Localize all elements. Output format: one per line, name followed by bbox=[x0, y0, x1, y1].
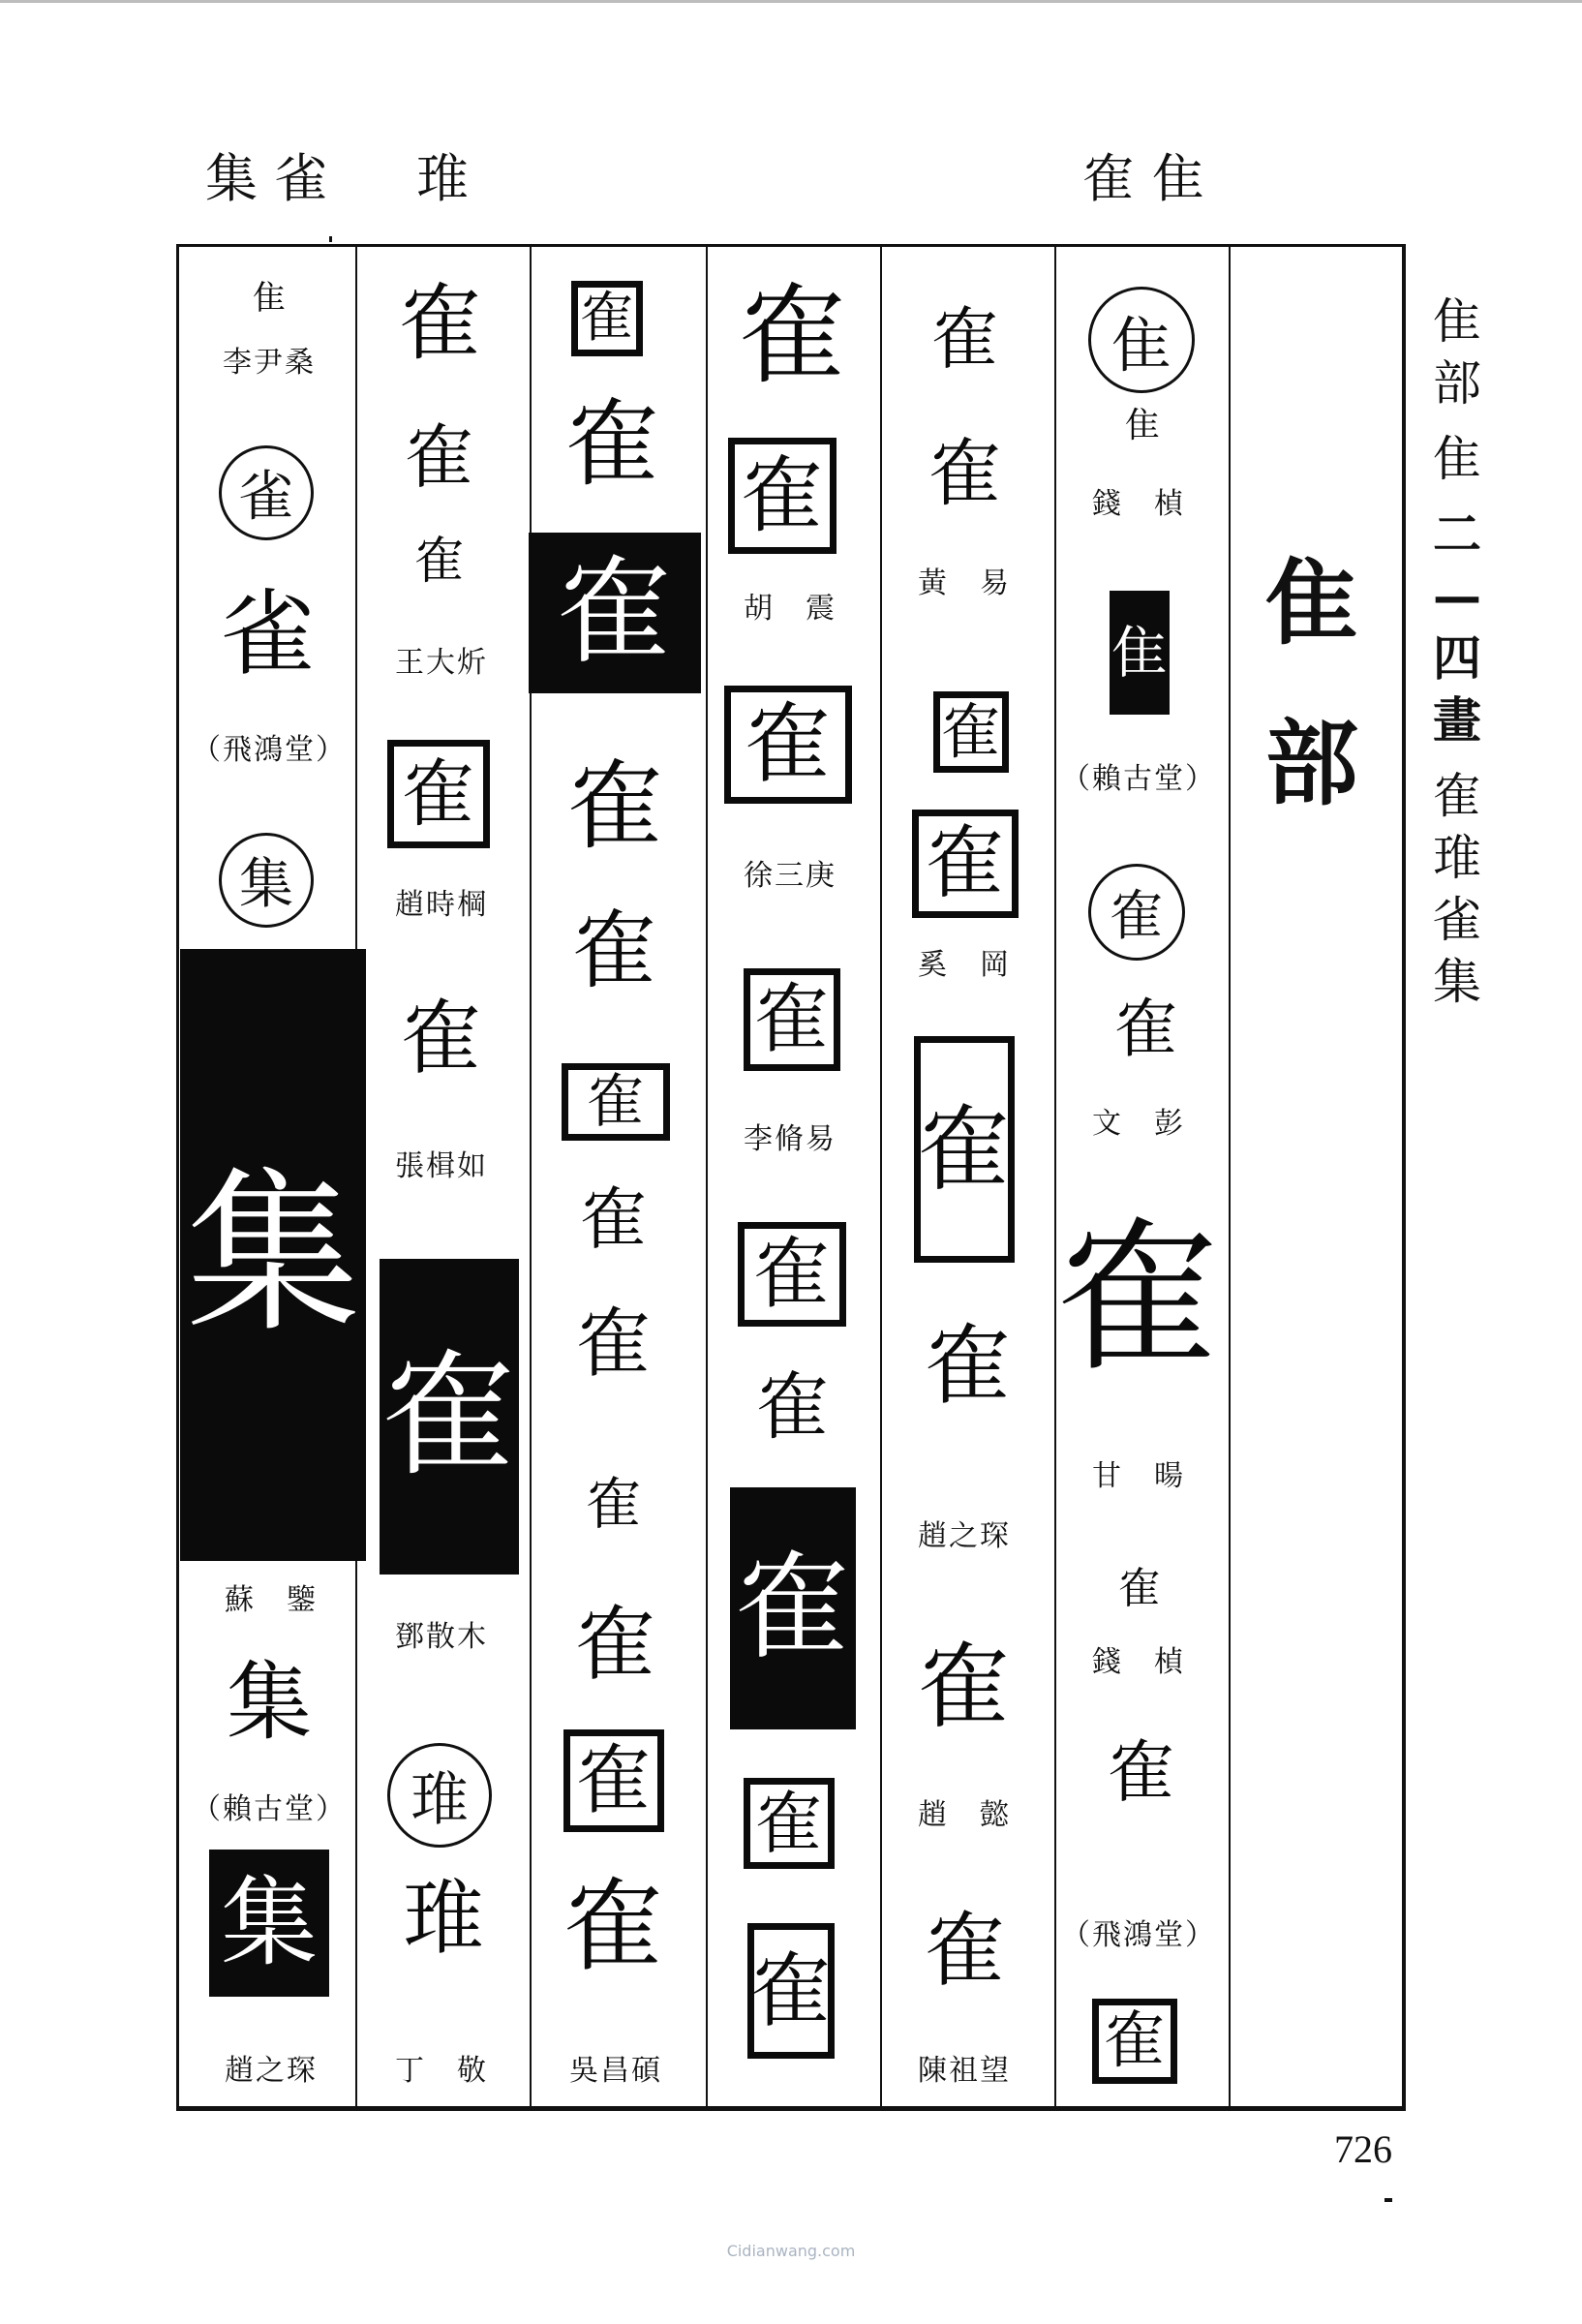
running-head-char: 部 bbox=[1433, 355, 1481, 412]
carver-caption: （飛鴻堂） bbox=[192, 733, 347, 767]
running-head-char: 雀 bbox=[1433, 892, 1481, 948]
seal-glyph: 隹 bbox=[253, 279, 286, 318]
circled-head-character: 隺 bbox=[1088, 864, 1185, 961]
carver-caption: 錢 楨 bbox=[1092, 1645, 1185, 1679]
carver-caption: 吳昌碩 bbox=[569, 2054, 662, 2088]
circled-head-character: 雀 bbox=[219, 445, 314, 540]
carver-caption: 王大炘 bbox=[395, 646, 488, 680]
carver-caption: 陳祖望 bbox=[918, 2054, 1011, 2088]
running-head-char: 畫 bbox=[1433, 692, 1481, 749]
seal-glyph: 隺 bbox=[756, 1363, 830, 1450]
top-edge-line bbox=[0, 0, 1582, 3]
carver-caption: 胡 震 bbox=[744, 592, 837, 626]
carver-caption: （賴古堂） bbox=[1061, 762, 1216, 796]
section-title-char: 部 bbox=[1265, 710, 1358, 818]
running-head-char: 四 bbox=[1433, 630, 1481, 687]
header-tick-mark bbox=[329, 236, 332, 242]
header-characters-left-2: 琟 bbox=[416, 148, 486, 209]
seal-glyph: 隺 bbox=[744, 1778, 835, 1869]
seal-glyph: 隺 bbox=[1114, 992, 1178, 1066]
running-head-char: 二 bbox=[1433, 506, 1481, 563]
watermark: Cidianwang.com bbox=[726, 2242, 856, 2260]
seal-glyph: 集 bbox=[226, 1652, 312, 1752]
running-head-char: 隹 bbox=[1433, 293, 1481, 350]
header-characters-right: 隺隹 bbox=[1082, 148, 1222, 209]
carver-caption: 李脩易 bbox=[744, 1122, 837, 1156]
seal-glyph: 隺 bbox=[739, 273, 847, 399]
seal-glyph: 隺 bbox=[747, 1923, 835, 2059]
seal-glyph: 隺 bbox=[529, 533, 701, 693]
seal-glyph: 隺 bbox=[1108, 1732, 1175, 1812]
seal-glyph: 隺 bbox=[567, 749, 664, 863]
carver-caption: 錢 楨 bbox=[1092, 487, 1185, 521]
seal-glyph: 雀 bbox=[222, 580, 315, 688]
running-head-char: 隺 bbox=[1433, 768, 1481, 824]
column-rule bbox=[1403, 247, 1405, 2106]
carver-caption: 李尹桑 bbox=[223, 346, 316, 380]
seal-glyph: 集 bbox=[180, 949, 366, 1561]
seal-glyph: 隺 bbox=[380, 1259, 519, 1575]
seal-glyph: 隺 bbox=[931, 299, 999, 379]
seal-glyph: 隺 bbox=[580, 1179, 648, 1259]
circled-head-character: 隹 bbox=[1088, 287, 1195, 393]
seal-glyph: 隺 bbox=[586, 1471, 643, 1537]
column-rule bbox=[530, 247, 532, 2106]
seal-glyph: 隺 bbox=[387, 740, 490, 848]
circled-head-character: 集 bbox=[219, 833, 314, 928]
seal-glyph: 隺 bbox=[399, 275, 482, 372]
seal-glyph: 隺 bbox=[563, 1729, 664, 1832]
seal-glyph: 隺 bbox=[724, 686, 852, 804]
carver-caption: 文 彭 bbox=[1092, 1107, 1185, 1141]
seal-glyph: 隺 bbox=[918, 1633, 1011, 1741]
column-rule bbox=[1054, 247, 1056, 2106]
seal-glyph: 隺 bbox=[401, 991, 483, 1086]
carver-caption: 丁 敬 bbox=[395, 2054, 488, 2088]
seal-glyph: 隺 bbox=[738, 1222, 846, 1327]
carver-caption: 奚 岡 bbox=[918, 948, 1011, 982]
carver-caption: 鄧散木 bbox=[395, 1620, 488, 1654]
seal-glyph: 隺 bbox=[576, 1300, 653, 1388]
seal-glyph: 隺 bbox=[562, 1063, 670, 1141]
column-rule bbox=[1229, 247, 1231, 2106]
seal-glyph: 隺 bbox=[914, 1036, 1015, 1263]
seal-glyph: 隺 bbox=[1056, 1203, 1222, 1394]
seal-glyph: 隺 bbox=[728, 438, 837, 554]
seal-glyph: 隺 bbox=[405, 416, 475, 498]
section-title-char: 隹 bbox=[1265, 549, 1358, 657]
carver-caption: 趙時棡 bbox=[395, 888, 488, 922]
seal-glyph: 隹 bbox=[1110, 591, 1170, 715]
section-title bbox=[1259, 549, 1365, 878]
seal-glyph: 隺 bbox=[933, 691, 1009, 773]
seal-glyph: 隺 bbox=[563, 1867, 664, 1985]
running-head-char: 隹 bbox=[1433, 431, 1481, 487]
seal-glyph: 隺 bbox=[571, 901, 657, 1000]
carver-caption: （飛鴻堂） bbox=[1061, 1918, 1216, 1952]
seal-glyph: 隺 bbox=[730, 1487, 856, 1729]
seal-glyph: 隺 bbox=[571, 281, 643, 356]
carver-caption: 趙之琛 bbox=[225, 2054, 318, 2088]
running-head-char: — bbox=[1433, 568, 1481, 625]
seal-glyph: 隺 bbox=[575, 1597, 657, 1692]
page-number: 726 bbox=[1334, 2127, 1392, 2171]
carver-caption: 趙之琛 bbox=[918, 1519, 1011, 1553]
carver-caption: 黃 易 bbox=[918, 566, 1011, 600]
carver-caption: 趙 懿 bbox=[918, 1798, 1011, 1832]
running-head-char: 琟 bbox=[1433, 830, 1481, 886]
carver-caption: （賴古堂） bbox=[192, 1792, 347, 1826]
circled-head-character: 琟 bbox=[387, 1743, 492, 1848]
seal-glyph: 集 bbox=[209, 1850, 329, 1997]
running-head bbox=[1423, 290, 1491, 1013]
seal-glyph: 隺 bbox=[925, 1315, 1012, 1417]
seal-glyph: 隺 bbox=[414, 533, 466, 591]
carver-caption: 張楫如 bbox=[395, 1149, 488, 1183]
page-corner-mark bbox=[1384, 2198, 1392, 2202]
seal-glyph: 隹 bbox=[1125, 406, 1161, 445]
carver-caption: 蘇 鑒 bbox=[225, 1583, 318, 1617]
seal-glyph: 隺 bbox=[744, 968, 840, 1071]
seal-glyph: 隺 bbox=[924, 1903, 1006, 1998]
carver-caption: 甘 暘 bbox=[1092, 1459, 1185, 1493]
header-characters-left-1: 集雀 bbox=[205, 148, 345, 209]
seal-glyph: 隺 bbox=[928, 430, 1002, 516]
seal-glyph: 琟 bbox=[403, 1871, 485, 1966]
seal-glyph: 隺 bbox=[564, 389, 660, 500]
seal-glyph: 隺 bbox=[1118, 1564, 1161, 1613]
seal-glyph: 隺 bbox=[1092, 1999, 1177, 2084]
carver-caption: 徐三庚 bbox=[744, 859, 837, 893]
seal-glyph: 隺 bbox=[912, 810, 1019, 918]
column-rule bbox=[706, 247, 708, 2106]
running-head-char: 集 bbox=[1433, 954, 1481, 1010]
